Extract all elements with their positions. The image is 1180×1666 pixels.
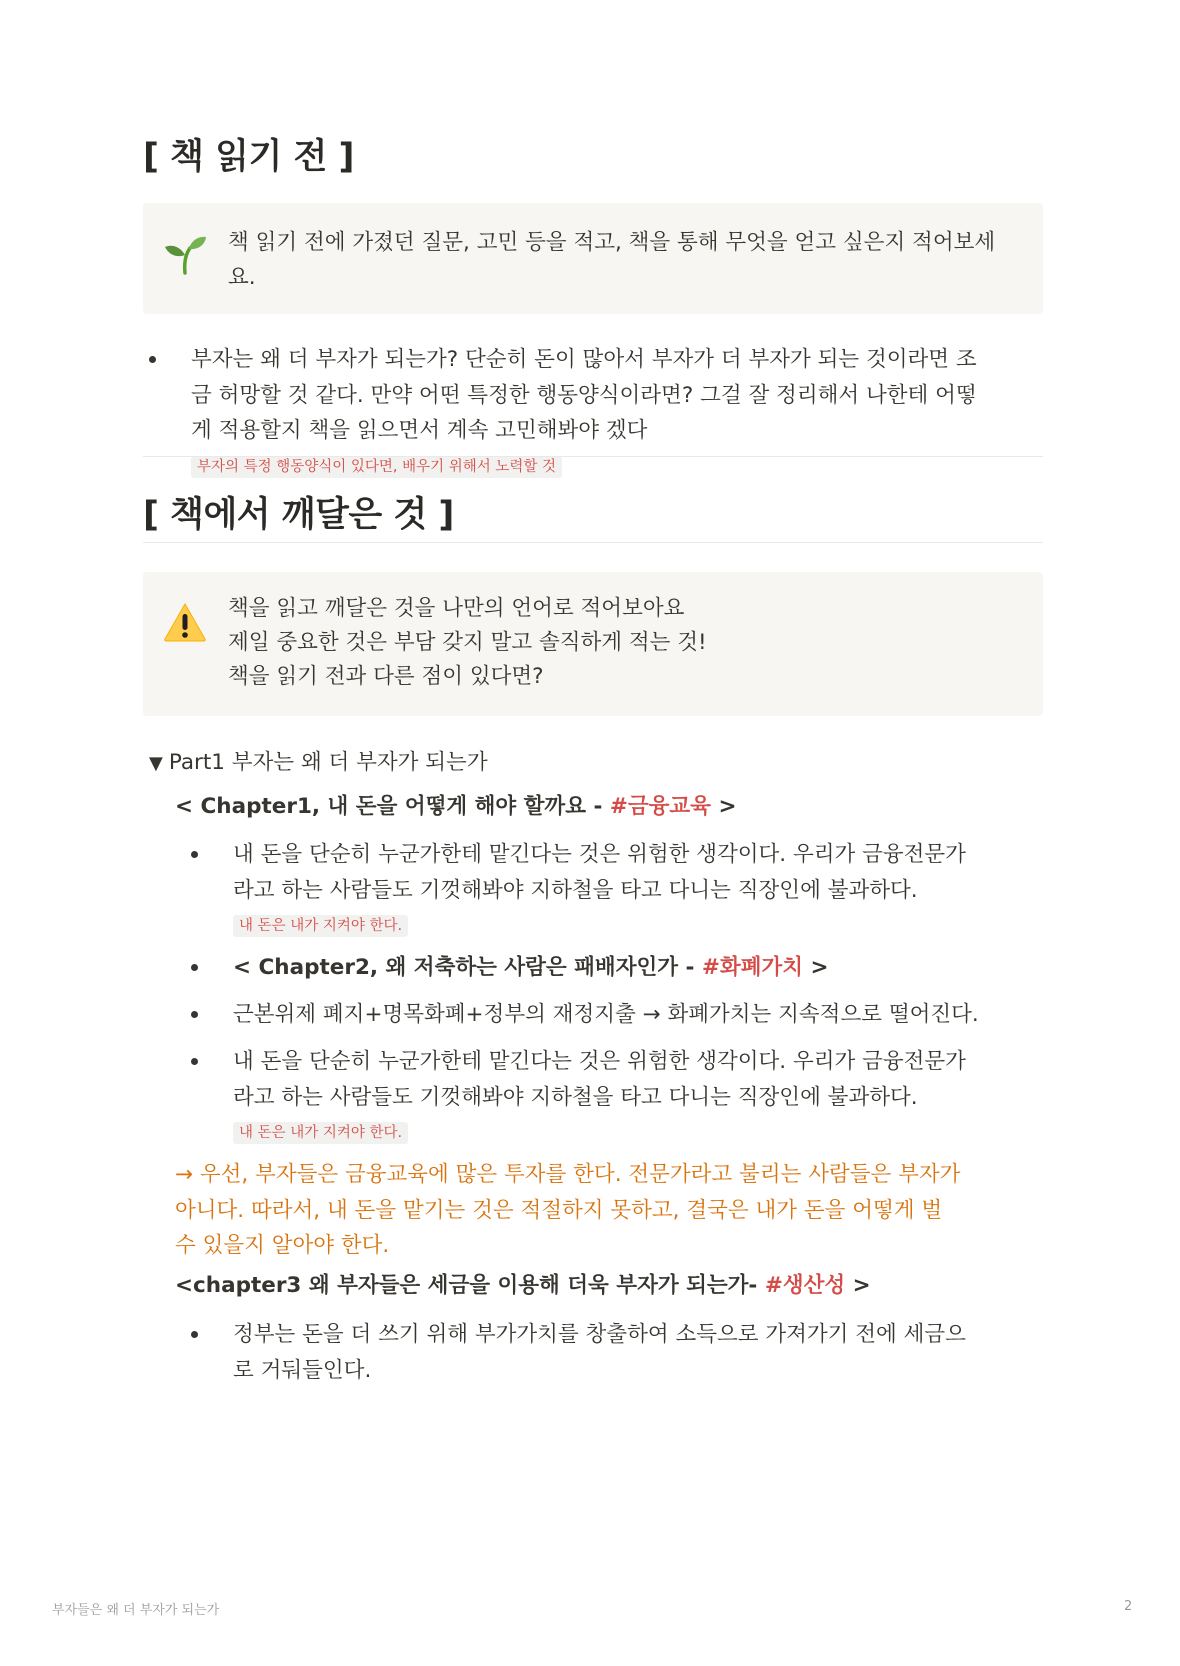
seedling-icon [163, 231, 207, 275]
callout-line-1: 책을 읽고 깨달은 것을 나만의 언어로 적어보아요 [228, 596, 685, 621]
callout-text [228, 592, 1013, 694]
chapter1-suffix: > [710, 794, 737, 819]
warning-icon [163, 600, 207, 644]
section-heading-before-reading: [ 책 읽기 전 ] [143, 137, 354, 177]
list-item [191, 1317, 971, 1388]
chapter3-heading [175, 1269, 871, 1303]
chapter1-hashtag: #금융교육 [609, 794, 711, 819]
highlight-tag: 내 돈은 내가 지켜야 한다. [233, 915, 408, 937]
bullet-text: 근본위제 폐지+명목화폐+정부의 재정지출 → 화폐가치는 지속적으로 떨어진다. [233, 1002, 979, 1027]
page-number: 2 [1124, 1599, 1133, 1614]
list-item [149, 342, 979, 484]
chapter2-title: < Chapter2, 왜 저축하는 사람은 패배자인가 - [233, 955, 702, 980]
chapter1-heading [175, 790, 736, 824]
list-item [191, 997, 991, 1033]
bullet-text: 정부는 돈을 더 쓰기 위해 부가가치를 창출하여 소득으로 가져가기 전에 세금으로 거둬들인다. [233, 1322, 966, 1383]
toggle-title: Part1 부자는 왜 더 부자가 되는가 [168, 750, 488, 775]
bullet-dot [149, 356, 156, 363]
bullet-dot [191, 851, 198, 858]
callout-text: 책 읽기 전에 가졌던 질문, 고민 등을 적고, 책을 통해 무엇을 얻고 싶은지 적어보세요. [228, 230, 996, 290]
callout-before-reading [143, 203, 1043, 314]
bullet-text: 내 돈을 단순히 누군가한테 맡긴다는 것은 위험한 생각이다. 우리가 금융전문가라고 하는 사람들도 기껏해봐야 지하철을 타고 다니는 직장인에 불과하다. [233, 1049, 966, 1110]
toggle-part1[interactable] [149, 746, 488, 781]
callout-line-3: 책을 읽기 전과 다른 점이 있다면? [228, 664, 544, 689]
chapter3-hashtag: #생산성 [764, 1273, 846, 1298]
chapter2-hashtag: #화폐가치 [701, 955, 803, 980]
divider [143, 456, 1043, 457]
bullet-dot [191, 1011, 198, 1018]
bullet-text: 부자는 왜 더 부자가 되는가? 단순히 돈이 많아서 부자가 더 부자가 되는 것이라면 조금 허망할 것 같다. 만약 어떤 특정한 행동양식이라면? 그걸 잘 정리해서 나한테 어떻게 적용할지 책을 읽으면서 계속 고민해봐야 겠다 [191, 347, 977, 443]
chapter3-title: <chapter3 왜 부자들은 세금을 이용해 더욱 부자가 되는가- [175, 1273, 765, 1298]
highlight-tag: 내 돈은 내가 지켜야 한다. [233, 1122, 408, 1144]
conclusion-text: → 우선, 부자들은 금융교육에 많은 투자를 한다. 전문가라고 불리는 사람들은 부자가 아니다. 따라서, 내 돈을 맡기는 것은 적절하지 못하고, 결국은 내가 돈을 어떻게 벌 수 있을지 알아야 한다. [175, 1162, 961, 1258]
toggle-arrow-icon[interactable]: ▼ [149, 753, 163, 774]
bullet-dot [191, 964, 198, 971]
bullet-text: 내 돈을 단순히 누군가한테 맡긴다는 것은 위험한 생각이다. 우리가 금융전문가라고 하는 사람들도 기껏해봐야 지하철을 타고 다니는 직장인에 불과하다. [233, 842, 966, 903]
heading-underline [143, 542, 1043, 543]
list-item [191, 1044, 971, 1151]
bullet-dot [191, 1058, 198, 1065]
callout-line-2: 제일 중요한 것은 부담 갖지 말고 솔직하게 적는 것! [228, 630, 707, 655]
highlight-tag: 부자의 특정 행동양식이 있다면, 배우기 위해서 노력할 것 [191, 456, 562, 478]
section-heading-realizations: [ 책에서 깨달은 것 ] [143, 495, 454, 535]
chapter3-suffix: > [845, 1273, 871, 1298]
bullet-dot [191, 1331, 198, 1338]
chapter2-suffix: > [803, 955, 829, 980]
list-item [191, 950, 991, 986]
chapter1-title: < Chapter1, 내 돈을 어떻게 해야 할까요 - [175, 794, 610, 819]
callout-realizations [143, 572, 1043, 716]
footer-title: 부자들은 왜 더 부자가 되는가 [52, 1603, 220, 1618]
list-item [191, 837, 971, 944]
